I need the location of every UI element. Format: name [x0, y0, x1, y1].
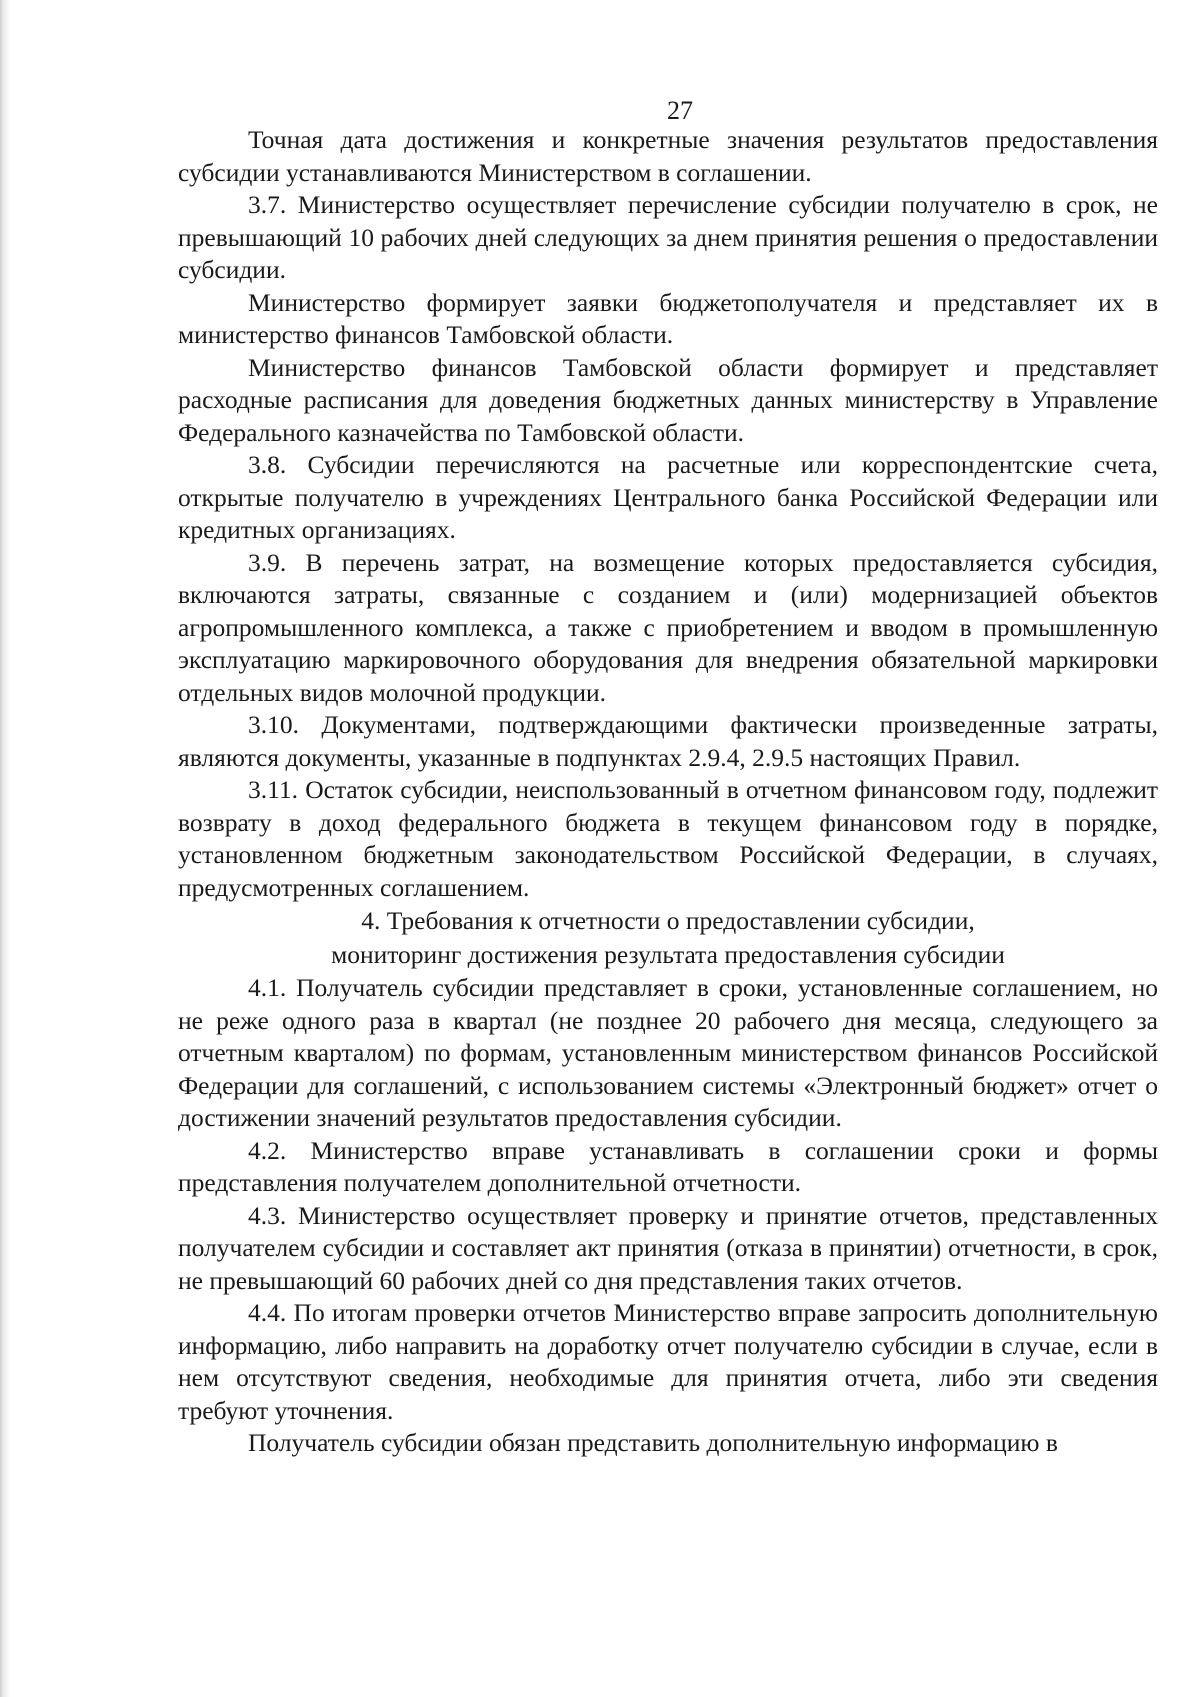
- document-body: [178, 124, 1158, 1460]
- paragraph-3-9: 3.9. В перечень затрат, на возмещение которых предоставляется субсидия, включаются затраты, связанные с созданием и (или) модернизацией объектов агропромышленного комплекса, а также с приобретением и вводом в промышленную эксплуатацию маркировочного оборудования для внедрения обязательной маркировки отдельных видов молочной продукции.: [178, 547, 1158, 707]
- paragraph-4-1: 4.1. Получатель субсидии представляет в сроки, установленные соглашением, но не реже одного раза в квартал (не позднее 20 рабочего дня месяца, следующего за отчетным кварталом) по формам, установленным министерством финансов Российской Федерации для соглашений, с использованием системы «Электронный бюджет» отчет о достижении значений результатов предоставления субсидии.: [178, 973, 1158, 1132]
- paragraph-3-8: 3.8. Субсидии перечисляются на расчетные или корреспондентские счета, открытые получателю в учреждениях Центрального банка Российской Федерации или кредитных организациях.: [178, 450, 1158, 544]
- paragraph-3-11: 3.11. Остаток субсидии, неиспользованный в отчетном финансовом году, подлежит возврату в доход федерального бюджета в текущем финансовом году в порядке, установленном бюджетным законодательством Российской Федерации, в случаях, предусмотренных соглашением.: [178, 775, 1158, 902]
- section-4-heading-line-2: мониторинг достижения результата предоставления субсидии: [331, 940, 1005, 969]
- paragraph-expense-schedules: Министерство финансов Тамбовской области формирует и представляет расходные расписания для доведения бюджетных данных министерству в Управление Федерального казначейства по Тамбовской области.: [178, 352, 1158, 447]
- section-4-heading: [178, 904, 1158, 972]
- paragraph-4-4: 4.4. По итогам проверки отчетов Министерство вправе запросить дополнительную информацию, либо направить на доработку отчет получателю субсидии в случае, если в нем отсутствуют сведения, необходимые для принятия отчета, либо эти сведения требуют уточнения.: [178, 1298, 1158, 1425]
- page-number: 27: [667, 96, 693, 125]
- paragraph-budget-requests: Министерство формирует заявки бюджетополучателя и представляет их в министерство финансов Тамбовской области.: [178, 287, 1158, 349]
- paragraph-4-3: 4.3. Министерство осуществляет проверку и принятие отчетов, представленных получателем субсидии и составляет акт принятия (отказа в принятии) отчетности, в срок, не превышающий 60 рабочих дней со дня представления таких отчетов.: [178, 1200, 1158, 1295]
- scan-edge-shadow: [0, 0, 10, 1697]
- paragraph-3-7: 3.7. Министерство осуществляет перечисление субсидии получателю в срок, не превышающий 10 рабочих дней следующих за днем принятия решения о предоставлении субсидии.: [178, 190, 1158, 284]
- paragraph-3-10: 3.10. Документами, подтверждающими фактически произведенные затраты, являются документы, указанные в подпунктах 2.9.4, 2.9.5 настоящих Правил.: [178, 710, 1158, 772]
- section-4-heading-line-1: 4. Требования к отчетности о предоставлении субсидии,: [361, 906, 975, 935]
- paragraph-4-2: 4.2. Министерство вправе устанавливать в соглашении сроки и формы представления получателем дополнительной отчетности.: [178, 1135, 1158, 1197]
- paragraph-results-date: Точная дата достижения и конкретные значения результатов предоставления субсидии устанавливаются Министерством в соглашении.: [178, 125, 1158, 187]
- paragraph-additional-info: Получатель субсидии обязан представить дополнительную информацию в: [248, 1428, 1058, 1457]
